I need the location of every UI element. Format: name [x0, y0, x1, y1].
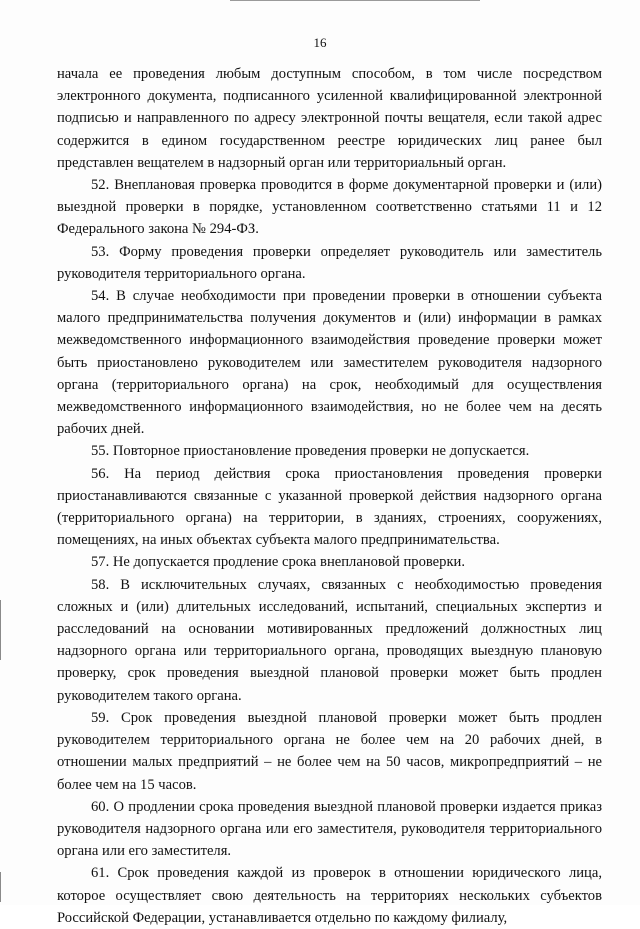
paragraph-56: 56. На период действия срока приостановления проведения проверки приостанавливаются связанные с указанной проверкой действия надзорного органа (территориального органа) на территории, в зданиях, строениях, сооружениях, помещениях, на иных объектах субъекта малого предпринимательства.: [57, 465, 602, 549]
paragraph-54: 54. В случае необходимости при проведении проверки в отношении субъекта малого предпринимательства получения документов и (или) информации в рамках межведомственного информационного взаимодействия проведение проверки может быть приостановлено руководителем или заместителем руководителя надзорного органа (территориального органа) на срок, необходимый для осуществления межведомственного информационного взаимодействия, но не более чем на десять рабочих дней.: [57, 288, 602, 438]
paragraph-58: 58. В исключительных случаях, связанных с необходимостью проведения сложных и (или) длительных исследований, испытаний, специальных экспертиз и расследований на основании мотивированных предложений должностных лиц надзорного органа или территориального органа, проводящих выездную плановую проверку, срок проведения выездной плановой проверки может быть продлен руководителем такого органа.: [57, 576, 602, 704]
paragraph-60: 60. О продлении срока проведения выездной плановой проверки издается приказ руководителя надзорного органа или его заместителя, руководителя территориального органа или его заместителя.: [57, 798, 602, 860]
paragraph-57: 57. Не допускается продление срока внеплановой проверки.: [91, 554, 465, 571]
paragraph-52: 52. Внеплановая проверка проводится в форме документарной проверки и (или) выездной проверки в порядке, установленном соответственно статьями 11 и 12 Федерального закона № 294-ФЗ.: [57, 177, 602, 238]
scan-edge-mark: [0, 872, 1, 902]
document-body: [57, 63, 602, 929]
scan-top-edge: [230, 0, 480, 1]
paragraph-53: 53. Форму проведения проверки определяет руководитель или заместитель руководителя территориального органа.: [57, 243, 602, 282]
paragraph-59: 59. Срок проведения выездной плановой проверки может быть продлен руководителем территориального органа не более чем на 20 рабочих дней, в отношении малых предприятий – не более чем на 50 часов, микропредприятий – не более чем на 15 часов.: [57, 709, 602, 793]
paragraph-continuation: начала ее проведения любым доступным способом, в том числе посредством электронного документа, подписанного усиленной квалифицированной электронной подписью и направленного по адресу электронной почты вещателя, если такой адрес содержится в едином государственном реестре юридических лиц ранее был представлен вещателем в надзорный орган или территориальный орган.: [57, 66, 602, 171]
scan-edge-mark: [0, 600, 1, 660]
paragraph-61: 61. Срок проведения каждой из проверок в отношении юридического лица, которое осуществляет свою деятельность на территориях нескольких субъектов Российской Федерации, устанавливается отдельно по каждому филиалу,: [57, 865, 602, 926]
page-number: 16: [313, 35, 327, 50]
paragraph-55: 55. Повторное приостановление проведения проверки не допускается.: [91, 443, 530, 460]
